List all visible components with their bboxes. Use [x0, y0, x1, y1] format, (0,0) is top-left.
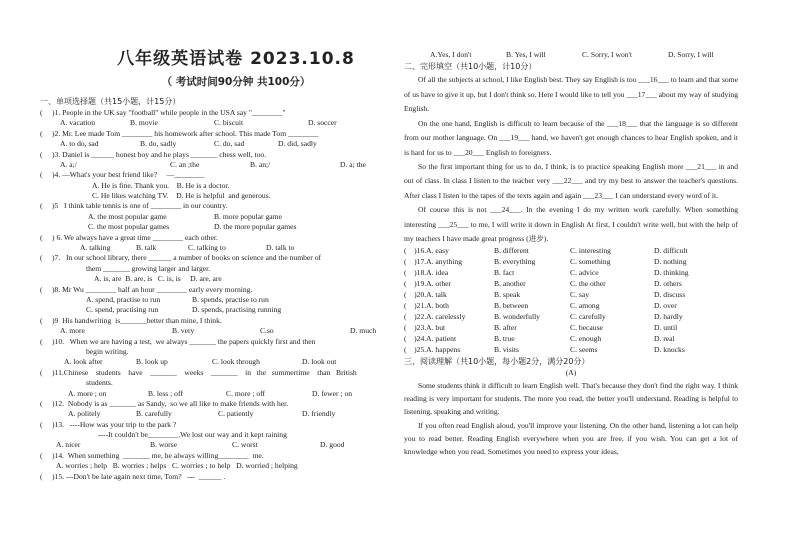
- opt-a: ( )25.A. happens: [404, 344, 461, 354]
- q3-opt-a: A. a;/: [60, 159, 77, 169]
- cloze-paragraph-1: Of all the subjects at school, I like English best. They say English is too ___16___ to learn and that some of us have to give it up, but I don't think so. Here I would like to tell you ___17___ about my way of studying English.: [404, 75, 738, 114]
- q11-opt-b: B. less ; off: [148, 388, 183, 398]
- cloze-row-25: [404, 345, 738, 356]
- q1-opt-b: B. movie: [130, 118, 158, 128]
- opt-b: B. different: [494, 246, 529, 256]
- right-column: [404, 50, 738, 459]
- opt-b: B. fact: [494, 268, 515, 278]
- q11-opt-c: C. more ; off: [226, 388, 266, 398]
- cloze-row-24: [404, 334, 738, 345]
- q2-opt-b: B. do, sadly: [140, 139, 177, 149]
- q8-options-row2: [40, 305, 392, 315]
- q15-stem: ( )15. ---Don't be late again next time, Tom? --- ______ .: [40, 471, 226, 481]
- q3-options: [40, 160, 392, 170]
- q6-stem: ( ) 6. We always have a great time ________ each other.: [40, 232, 218, 242]
- exam-subtitle: （ 考试时间90分钟 共100分）: [161, 76, 311, 89]
- opt-d: D. over: [654, 300, 677, 310]
- opt-d: D. real: [654, 333, 675, 343]
- exam-title: 八年级英语试卷 2023.10.8: [117, 49, 355, 69]
- q3-opt-c: C. an ;the: [170, 159, 200, 169]
- q12-options: [40, 409, 392, 419]
- opt-c: C. say: [570, 290, 589, 300]
- q11-stem: ( )11.Chinese students have _______ weeks _______ in the summertime than British: [40, 367, 357, 377]
- opt-c: C. advice: [570, 268, 599, 278]
- cloze-paragraph-3: So the first important thing for us to do, I think, is to practice speaking English more ___21___ in and out of class. In class I listen to the teacher very ___22___ and try my best to answer the teacher's questions. After class I listen to the tapes of the texts again and again ___23___ I can understand every word of it.: [404, 161, 738, 200]
- q6-options: [40, 243, 392, 253]
- q13-stem-cont: ----It couldn't be________.We lost our way and it kept raining: [98, 430, 287, 440]
- opt-a: ( )21.A. both: [404, 300, 449, 310]
- q5-opt-d: D. the more popular games: [214, 222, 297, 232]
- cloze-row-22: [404, 312, 738, 323]
- opt-b: B. everything: [494, 257, 536, 267]
- opt-d: D. others: [654, 279, 682, 289]
- q8-opt-d: D. spends, practising running: [192, 305, 282, 315]
- q2-opt-a: A. to do, sad: [60, 139, 99, 149]
- opt-a: ( )18.A. idea: [404, 268, 449, 278]
- opt-d: D. difficult: [654, 246, 688, 256]
- q5-options-row1: [40, 212, 392, 222]
- opt-c: C. seems: [570, 344, 598, 354]
- q11-opt-a: A. more ; on: [68, 388, 107, 398]
- q3-opt-b: B. an;/: [250, 159, 271, 169]
- cloze-paragraph-4: Of course this is not ___24___. In the evening I do my written work carefully. When something interesting ___25___ to me, I will write it down in English At first, I couldn't write well, but with the help of my teachers I have made great progress (进步).: [404, 205, 738, 244]
- opt-a: ( )22.A. carelessly: [404, 311, 466, 321]
- opt-c: C. enough: [570, 333, 602, 343]
- q8-opt-c: C. spend, practising run: [86, 305, 159, 315]
- q5-stem: ( )5 I think table tennis is one of ________ in our country.: [40, 201, 228, 211]
- q12-opt-a: A. politely: [68, 409, 101, 419]
- cloze-options-table: [404, 246, 738, 355]
- q15-opt-b: B. Yes, I will: [506, 50, 546, 59]
- section-3-heading: 三、阅读理解（共10小题，每小题2分，满分20分）: [404, 357, 590, 367]
- q5-opt-c: C. the most popular games: [88, 222, 170, 232]
- q7-options: A. is, are B. are, is C. is, is D. are, are: [94, 274, 222, 284]
- opt-a: ( )16.A. easy: [404, 246, 449, 256]
- opt-b: B. speak: [494, 290, 521, 300]
- q5-opt-b: B. more popular game: [214, 211, 282, 221]
- opt-d: D. discuss: [654, 290, 686, 300]
- reading-paragraph-1: Some students think it difficult to learn English well. That's because they don't find the right way. I think reading is very important for students. The more you read, the better you'll understand. Reading is helpful to listening, speaking and writing.: [404, 380, 738, 417]
- q10-stem-cont: begin writing.: [86, 346, 129, 356]
- q9-opt-d: D. much: [350, 326, 377, 336]
- q9-opt-c: C.so: [260, 326, 274, 336]
- opt-a: ( )24.A. patient: [404, 333, 457, 343]
- section-2-heading: 二、完形填空（共10小题，计10分）: [404, 62, 537, 72]
- opt-b: B. after: [494, 322, 517, 332]
- q10-opt-c: C. look through: [212, 357, 260, 367]
- cloze-paragraph-2: On the one hand, English is difficult to learn because of the ___18___ that the language is so different from our mother language. On ___19___ hand, we haven't got enough chances to hear English spoken, and it is hard for us to ___20___ English to foreigners.: [404, 118, 738, 157]
- q4-stem: ( )4. —What's your best friend like? —________: [40, 170, 205, 180]
- q8-opt-a: A. spend, practise to run: [86, 295, 161, 304]
- q11-stem-cont: students.: [86, 378, 113, 388]
- q7-stem: ( )7. In our school library, there ______ a number of books on science and the number of: [40, 253, 322, 263]
- passage-label: (A): [565, 368, 577, 378]
- cloze-row-23: [404, 323, 738, 334]
- left-column: [40, 48, 392, 482]
- q10-options: [40, 357, 392, 367]
- q3-opt-d: D. a; the: [340, 159, 366, 169]
- opt-b: B. between: [494, 300, 529, 310]
- q6-opt-b: B. talk: [136, 243, 157, 253]
- cloze-row-21: [404, 301, 738, 312]
- q14-options: A. worries ; help B. worries ; helps C. worries ; to help D. worried ; helping: [56, 461, 298, 471]
- opt-c: C. the other: [570, 279, 606, 289]
- q2-opt-d: D. did, sadly: [278, 139, 317, 149]
- q6-opt-a: A. talking: [80, 243, 111, 253]
- q15-opt-a: A.Yes, I don't: [430, 50, 472, 59]
- q13-options: [40, 440, 392, 450]
- q7-stem-cont: them _______ growing larger and larger.: [86, 263, 211, 273]
- q6-opt-d: D. talk to: [266, 243, 295, 253]
- q9-opt-b: B. very: [172, 326, 195, 336]
- opt-c: C. among: [570, 300, 600, 310]
- q9-options: [40, 326, 392, 336]
- q10-opt-d: D. look out: [302, 357, 337, 367]
- q12-stem: ( )12. Nobody is as _______ as Sandy, so we all like to make friends with her.: [40, 398, 289, 408]
- opt-d: D. nothing: [654, 257, 687, 267]
- opt-b: B. wonderfully: [494, 311, 540, 321]
- reading-paragraph-2: If you often read English aloud, you'll improve your listening. On the other hand, listening a lot can help you to read better. Reading English everywhere when you are free, if you wish. You can get a lot of knowledge when you read. Sometimes you need to express your ideas,: [404, 420, 738, 457]
- q9-opt-a: A. more: [60, 326, 85, 336]
- q10-stem: ( )10. When we are having a test, we always _______ the papers quickly first and then: [40, 336, 316, 346]
- opt-a: ( )20.A. talk: [404, 290, 447, 300]
- q1-opt-a: A. vacation: [60, 118, 96, 128]
- q6-opt-c: C. talking to: [188, 243, 226, 253]
- q4-options-row1: A. He is fine. Thank you. B. He is a doctor.: [92, 180, 230, 190]
- q8-opt-b: B. spends, practise to run: [192, 295, 269, 304]
- q14-stem: ( )14. When something _______ me, he always willing________ me.: [40, 450, 264, 460]
- q1-stem: ( )1. People in the UK say "football" while people in the USA say "________": [40, 107, 286, 117]
- q10-opt-b: B. look up: [136, 357, 168, 367]
- q13-opt-a: A. nicer: [56, 440, 81, 450]
- q10-opt-a: A. look after: [64, 357, 103, 367]
- q1-opt-c: C. biscuit: [214, 118, 244, 128]
- cloze-row-20: [404, 290, 738, 301]
- q13-opt-b: B. worse: [150, 440, 177, 450]
- q15-options: [404, 50, 738, 60]
- opt-a: ( )23.A. but: [404, 322, 446, 332]
- opt-c: C. because: [570, 322, 603, 332]
- q13-opt-c: C. worst: [232, 440, 258, 450]
- q11-options: [40, 389, 392, 399]
- q1-options: [40, 118, 392, 128]
- q8-options-row1: [40, 295, 392, 305]
- opt-a: ( )19.A. other: [404, 279, 452, 289]
- q15-opt-d: D. Sorry, I will: [668, 50, 714, 59]
- opt-b: B. true: [494, 333, 515, 343]
- q9-stem: ( )9 His handwriting is_______better than mine, I think.: [40, 315, 222, 325]
- q1-opt-d: D. soccer: [308, 118, 337, 128]
- opt-c: C. carefully: [570, 311, 606, 321]
- q11-opt-d: D. fewer ; on: [312, 388, 353, 398]
- opt-d: D. knocks: [654, 344, 685, 354]
- opt-d: D. thinking: [654, 268, 689, 278]
- q2-options: [40, 139, 392, 149]
- q15-opt-c: C. Sorry, I won't: [582, 50, 633, 59]
- opt-c: C. interesting: [570, 246, 611, 256]
- q8-stem: ( )8. Mr Wu ________ half an hour ________ early every morning.: [40, 284, 253, 294]
- cloze-row-19: [404, 279, 738, 290]
- q12-opt-c: C. patiently: [218, 409, 254, 419]
- opt-b: B. visits: [494, 344, 519, 354]
- opt-a: ( )17.A. anything: [404, 257, 462, 267]
- cloze-row-18: [404, 268, 738, 279]
- q13-opt-d: D. good: [320, 440, 345, 450]
- q12-opt-b: B. carefully: [136, 409, 172, 419]
- cloze-row-16: [404, 246, 738, 257]
- cloze-row-17: [404, 257, 738, 268]
- q5-options-row2: [40, 222, 392, 232]
- opt-d: D. hardly: [654, 311, 683, 321]
- q2-stem: ( )2. Mr. Lee made Tom ________ his homework after school. This made Tom ________: [40, 128, 319, 138]
- opt-d: D. until: [654, 322, 678, 332]
- opt-c: C. something: [570, 257, 611, 267]
- opt-b: B. another: [494, 279, 526, 289]
- q2-opt-c: C. do, sad: [214, 139, 245, 149]
- q13-stem: ( )13. ----How was your trip to the park ?: [40, 419, 177, 429]
- q5-opt-a: A. the most popular game: [88, 211, 167, 221]
- q3-stem: ( )3. Daniel is ______ honest boy and he plays _______ chess well, too.: [40, 149, 267, 159]
- q4-options-row2: C. He likes watching TV. D. He is helpful and generous.: [92, 191, 271, 201]
- section-1-heading: 一、单项选择题（共15小题，计15分）: [40, 96, 181, 106]
- q12-opt-d: D. friendly: [302, 409, 336, 419]
